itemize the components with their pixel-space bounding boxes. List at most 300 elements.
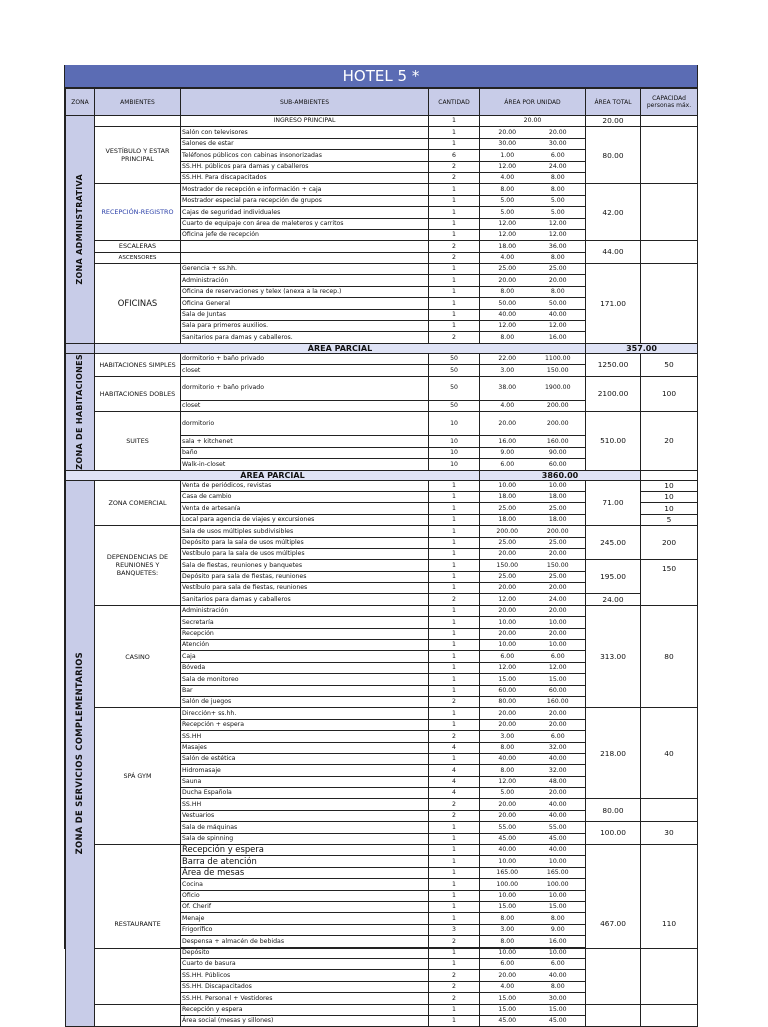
area-unidad: 4.00 8.00 [480,981,586,992]
capacidad: 10 [641,491,698,502]
cantidad: 1 [429,719,480,730]
sub-ambiente: Despensa + almacén de bebidas [181,936,429,947]
sub-ambiente: Frigorífico [181,924,429,935]
area-unidad: 22.00 1100.00 [480,353,586,364]
area-unidad: 150.00 150.00 [480,560,586,571]
sub-ambiente: Sala para primeros auxilios. [181,321,429,332]
ambiente-label: HABITACIONES SIMPLES [95,353,181,376]
ambiente-label: HABITACIONES DOBLES [95,376,181,412]
area-total: 195.00 [586,560,641,594]
sub-ambiente: dormitorio + baño privado [181,353,429,364]
cantidad: 1 [429,902,480,913]
area-total: 24.00 [586,594,641,605]
area-unidad: 6.00 6.00 [480,651,586,662]
area-unidad: 3.00 6.00 [480,731,586,742]
column-header: SUB-AMBIENTES [181,89,429,116]
cantidad: 1 [429,229,480,240]
cantidad: 4 [429,742,480,753]
ambiente-label: VESTÍBULO Y ESTAR PRINCIPAL [95,127,181,184]
table-row [66,184,698,195]
cantidad: 1 [429,491,480,502]
sub-ambiente: Gerencia + ss.hh. [181,264,429,275]
capacidad [641,264,698,344]
ambiente-label: ZONA COMERCIAL [95,480,181,526]
area-total: 42.00 [586,184,641,241]
column-header: ÁREA TOTAL [586,89,641,116]
sub-ambiente: Sala de máquinas [181,822,429,833]
sub-ambiente: Salón de estética [181,753,429,764]
cantidad: 1 [429,127,480,138]
cantidad: 1 [429,480,480,491]
cantidad: 50 [429,400,480,411]
sub-ambiente: Depósito [181,947,429,958]
area-total: 313.00 [586,605,641,708]
area-unidad: 4.00 8.00 [480,172,586,183]
area-unidad: 15.00 15.00 [480,674,586,685]
cantidad: 2 [429,332,480,343]
area-total: 1250.00 [586,353,641,376]
cantidad: 1 [429,275,480,286]
sub-ambiente [181,252,429,263]
area-unidad: 20.00 20.00 [480,583,586,594]
table-row [66,845,698,856]
cantidad: 3 [429,924,480,935]
area-unidad: 12.00 12.00 [480,229,586,240]
area-unidad: 165.00 165.00 [480,867,586,878]
area-unidad: 20.00 40.00 [480,970,586,981]
cantidad: 2 [429,970,480,981]
sub-ambiente: dormitorio [181,412,429,436]
cantidad: 1 [429,958,480,969]
cantidad: 1 [429,708,480,719]
cantidad: 1 [429,286,480,297]
sheet-title: HOTEL 5 * [65,65,697,88]
area-total: 171.00 [586,264,641,344]
sub-ambiente: Recepción y espera [181,845,429,856]
cantidad: 1 [429,856,480,867]
cantidad: 1 [429,309,480,320]
capacidad: 50 [641,353,698,376]
table-row [66,480,698,491]
cantidad: 2 [429,936,480,947]
table-row [66,264,698,275]
area-parcial-label: ÁREA PARCIAL [95,343,586,353]
sub-ambiente: Ducha Española [181,788,429,799]
sub-ambiente: Of. Cherif [181,902,429,913]
sub-ambiente: Menaje [181,913,429,924]
cantidad: 1 [429,298,480,309]
area-parcial-total: 357.00 [586,343,698,353]
sub-ambiente: Secretaría [181,617,429,628]
area-unidad: 4.00 200.00 [480,400,586,411]
cantidad: 4 [429,765,480,776]
area-unidad: 100.00 100.00 [480,879,586,890]
sub-ambiente: SS.HH. Para discapacitados [181,172,429,183]
capacidad: 10 [641,480,698,491]
area-unidad: 10.00 10.00 [480,617,586,628]
area-total: 467.00 [586,845,641,1004]
area-unidad: 20.00 40.00 [480,799,586,810]
area-unidad: 200.00 200.00 [480,526,586,537]
area-unidad: 15.00 15.00 [480,902,586,913]
cantidad: 1 [429,879,480,890]
sub-ambiente: Dirección+ ss.hh. [181,708,429,719]
cantidad: 1 [429,583,480,594]
area-unidad: 12.00 24.00 [480,161,586,172]
area-unidad: 8.00 32.00 [480,742,586,753]
area-unidad: 10.00 10.00 [480,947,586,958]
ambiente-label: CASINO [95,605,181,708]
ambiente-label: SUITES [95,412,181,470]
sub-ambiente: Oficio [181,890,429,901]
area-unidad: 40.00 40.00 [480,753,586,764]
sub-ambiente: Walk-in-closet [181,459,429,470]
table-row [66,241,698,252]
area-unidad: 20.00 [480,116,586,127]
cantidad: 1 [429,833,480,844]
cantidad: 1 [429,753,480,764]
cantidad: 1 [429,548,480,559]
table-row [66,605,698,616]
cantidad: 2 [429,594,480,605]
capacidad: 5 [641,514,698,525]
cantidad: 1 [429,116,480,127]
cantidad: 1 [429,845,480,856]
area-unidad: 18.00 18.00 [480,514,586,525]
sub-ambiente: Bar [181,685,429,696]
capacidad [641,241,698,264]
ambiente-label: ESCALERAS [95,241,181,252]
area-unidad: 15.00 15.00 [480,1004,586,1015]
area-unidad: 12.00 24.00 [480,594,586,605]
capacidad: 80 [641,605,698,708]
area-unidad: 3.00 150.00 [480,365,586,376]
cantidad: 2 [429,731,480,742]
area-unidad: 8.00 8.00 [480,913,586,924]
area-unidad: 10.00 10.00 [480,480,586,491]
area-unidad: 5.00 5.00 [480,195,586,206]
capacidad: 20 [641,412,698,470]
capacidad [641,127,698,184]
cantidad: 1 [429,617,480,628]
table-row [66,116,698,127]
sub-ambiente: Vestíbulo para sala de fiestas, reuniones [181,583,429,594]
sub-ambiente: SS.HH. públicos para damas y caballeros [181,161,429,172]
area-unidad: 20.00 20.00 [480,605,586,616]
area-unidad: 8.00 8.00 [480,184,586,195]
area-parcial-total: 3860.00 [480,470,641,480]
area-unidad: 25.00 25.00 [480,503,586,514]
area-unidad: 12.00 12.00 [480,218,586,229]
cantidad: 1 [429,195,480,206]
sub-ambiente: Recepción y espera [181,1004,429,1015]
zone-label [66,343,95,353]
cantidad: 2 [429,241,480,252]
sub-ambiente: Mostrador de recepción e información + caja [181,184,429,195]
zone-label: ZONA DE SERVICIOS COMPLEMENTARIOS [66,480,95,1027]
area-total: 100.00 [586,822,641,845]
sub-ambiente: Cuarto de basura [181,958,429,969]
area-unidad: 10.00 10.00 [480,640,586,651]
area-unidad: 20.00 40.00 [480,810,586,821]
cantidad: 10 [429,459,480,470]
sub-ambiente: Depósito para sala de fiestas, reuniones [181,571,429,582]
sub-ambiente: INGRESO PRINCIPAL [181,116,429,127]
cantidad: 10 [429,412,480,436]
sub-ambiente: Recepción + espera [181,719,429,730]
ambiente-label: DEPENDENCIAS DE REUNIONES Y BANQUETES: [95,526,181,606]
sub-ambiente: Sala de spinning [181,833,429,844]
cantidad: 1 [429,685,480,696]
zone-label: ZONA DE HABITACIONES [66,353,95,470]
sub-ambiente [181,241,429,252]
cantidad: 1 [429,1015,480,1026]
area-unidad: 20.00 20.00 [480,127,586,138]
area-unidad: 3.00 9.00 [480,924,586,935]
sub-ambiente: Sanitarios para damas y caballeros [181,594,429,605]
sub-ambiente: Venta de artesanía [181,503,429,514]
cantidad: 2 [429,696,480,707]
ambiente-cell [95,116,181,127]
area-unidad: 20.00 20.00 [480,628,586,639]
capacidad [641,184,698,241]
area-unidad: 8.00 16.00 [480,332,586,343]
area-unidad: 20.00 20.00 [480,275,586,286]
column-header: CAPACIDAd personas máx. [641,89,698,116]
cantidad: 1 [429,822,480,833]
cantidad: 2 [429,993,480,1004]
area-unidad: 6.00 60.00 [480,459,586,470]
sub-ambiente: Área social (mesas y sillones) [181,1015,429,1026]
area-unidad: 5.00 20.00 [480,788,586,799]
area-unidad: 10.00 10.00 [480,890,586,901]
sub-ambiente: Casa de cambio [181,491,429,502]
cantidad: 1 [429,138,480,149]
area-unidad: 38.00 1900.00 [480,376,586,400]
sub-ambiente: Administración [181,605,429,616]
capacidad: 40 [641,708,698,799]
sub-ambiente: closet [181,400,429,411]
capacidad: 30 [641,822,698,845]
sub-ambiente: Local para agencia de viajes y excursiones [181,514,429,525]
cantidad: 1 [429,218,480,229]
sub-ambiente: Cajas de seguridad individuales [181,207,429,218]
area-unidad: 55.00 55.00 [480,822,586,833]
cantidad: 50 [429,353,480,364]
area-unidad: 18.00 36.00 [480,241,586,252]
ambiente-label [95,1004,181,1027]
capacidad: 100 [641,376,698,412]
cantidad: 1 [429,207,480,218]
sub-ambiente: Sala de usos múltiples subdivisibles [181,526,429,537]
cantidad: 2 [429,799,480,810]
capacidad [641,116,698,127]
cantidad: 50 [429,365,480,376]
table-row [66,343,698,353]
table-row [66,708,698,719]
area-unidad: 1.00 6.00 [480,150,586,161]
capacidad: 10 [641,503,698,514]
area-unidad: 18.00 18.00 [480,491,586,502]
table-row [66,526,698,537]
sub-ambiente: sala + kitchenet [181,436,429,447]
cantidad: 1 [429,913,480,924]
table-row [66,470,698,480]
sub-ambiente: dormitorio + baño privado [181,376,429,400]
area-total: 80.00 [586,127,641,184]
area-total [586,1004,641,1027]
sub-ambiente: SS.HH. Discapacitados [181,981,429,992]
sub-ambiente: Mostrador especial para recepción de grupos [181,195,429,206]
capacidad: 200 [641,526,698,560]
cantidad: 2 [429,252,480,263]
cantidad: 1 [429,640,480,651]
sub-ambiente: Salón con televisores [181,127,429,138]
capacidad: 150 [641,560,698,606]
table-row [66,412,698,436]
area-unidad: 12.00 12.00 [480,662,586,673]
cantidad: 1 [429,947,480,958]
spreadsheet [64,65,698,1025]
area-unidad: 16.00 160.00 [480,436,586,447]
area-total: 80.00 [586,799,641,822]
area-parcial-label: ÁREA PARCIAL [66,470,480,480]
cantidad: 1 [429,560,480,571]
column-header: CANTIDAD [429,89,480,116]
cantidad: 10 [429,447,480,458]
zone-label: ZONA ADMINISTRATIVA [66,116,95,344]
sub-ambiente: Sanitarios para damas y caballeros. [181,332,429,343]
area-unidad: 60.00 60.00 [480,685,586,696]
sub-ambiente: Venta de periódicos, revistas [181,480,429,491]
sub-ambiente: Sauna [181,776,429,787]
sub-ambiente: SS.HH [181,799,429,810]
column-header: AMBIENTES [95,89,181,116]
area-unidad: 6.00 6.00 [480,958,586,969]
sub-ambiente: Oficina jefe de recepción [181,229,429,240]
sub-ambiente: Sala de monitoreo [181,674,429,685]
sub-ambiente: Oficina General [181,298,429,309]
cantidad: 1 [429,321,480,332]
area-unidad: 20.00 20.00 [480,708,586,719]
sub-ambiente: Depósito para la sala de usos múltiples [181,537,429,548]
table-row [66,89,698,116]
cantidad: 2 [429,810,480,821]
sub-ambiente: SS.HH [181,731,429,742]
area-total: 2100.00 [586,376,641,412]
area-total: 510.00 [586,412,641,470]
sub-ambiente: Recepción [181,628,429,639]
cantidad: 1 [429,628,480,639]
cantidad: 1 [429,605,480,616]
sub-ambiente: Área de mesas [181,867,429,878]
sub-ambiente: Masajes [181,742,429,753]
sub-ambiente: SS.HH. Personal + Vestidores [181,993,429,1004]
sub-ambiente: Caja [181,651,429,662]
ambiente-label: RESTAURANTE [95,845,181,1004]
cantidad: 1 [429,662,480,673]
sub-ambiente: Cuarto de equipaje con área de maleteros y carritos [181,218,429,229]
area-total: 44.00 [586,241,641,264]
sub-ambiente: Salones de estar [181,138,429,149]
cantidad: 1 [429,526,480,537]
area-table [65,88,698,1027]
area-unidad: 20.00 20.00 [480,548,586,559]
sub-ambiente: SS.HH. Públicos [181,970,429,981]
cantidad: 1 [429,264,480,275]
sub-ambiente: closet [181,365,429,376]
area-unidad: 15.00 30.00 [480,993,586,1004]
sub-ambiente: Oficina de reservaciones y telex (anexa a la recep.) [181,286,429,297]
area-unidad: 30.00 30.00 [480,138,586,149]
area-total: 20.00 [586,116,641,127]
cantidad: 1 [429,514,480,525]
area-unidad: 25.00 25.00 [480,537,586,548]
sub-ambiente: baño [181,447,429,458]
table-row [66,376,698,400]
sub-ambiente: Vestíbulo para la sala de usos múltiples [181,548,429,559]
cantidad: 1 [429,537,480,548]
cantidad: 1 [429,674,480,685]
cantidad: 10 [429,436,480,447]
area-unidad: 10.00 10.00 [480,856,586,867]
cantidad: 1 [429,1004,480,1015]
area-total: 218.00 [586,708,641,799]
cantidad: 2 [429,172,480,183]
area-unidad: 45.00 45.00 [480,833,586,844]
sub-ambiente: Cocina [181,879,429,890]
cantidad: 4 [429,788,480,799]
column-header: ÁREA POR UNIDAD [480,89,586,116]
cantidad: 1 [429,503,480,514]
table-row [66,127,698,138]
sub-ambiente: Barra de atención [181,856,429,867]
table-row [66,353,698,364]
cantidad: 1 [429,867,480,878]
area-unidad: 8.00 32.00 [480,765,586,776]
area-unidad: 40.00 40.00 [480,845,586,856]
ambiente-label: SPÁ GYM [95,708,181,845]
capacidad: 110 [641,845,698,1004]
area-unidad: 25.00 25.00 [480,264,586,275]
sub-ambiente: Bóveda [181,662,429,673]
sub-ambiente: Administración [181,275,429,286]
capacidad [641,1004,698,1027]
cantidad: 1 [429,571,480,582]
cantidad: 50 [429,376,480,400]
cantidad: 4 [429,776,480,787]
ambiente-label: OFICINAS [95,264,181,344]
sub-ambiente: Hidromasaje [181,765,429,776]
cantidad: 2 [429,981,480,992]
area-unidad: 12.00 48.00 [480,776,586,787]
sub-ambiente: Salón de juegos [181,696,429,707]
capacidad [641,799,698,822]
area-unidad: 20.00 20.00 [480,719,586,730]
cantidad: 1 [429,651,480,662]
area-unidad: 20.00 200.00 [480,412,586,436]
column-header: ZONA [66,89,95,116]
cantidad: 1 [429,890,480,901]
area-total: 71.00 [586,480,641,526]
sub-ambiente: Teléfonos públicos con cabinas insonorizadas [181,150,429,161]
area-unidad: 45.00 45.00 [480,1015,586,1026]
area-unidad: 9.00 90.00 [480,447,586,458]
area-unidad: 80.00 160.00 [480,696,586,707]
cantidad: 2 [429,161,480,172]
sub-ambiente: Sala de fiestas, reuniones y banquetes [181,560,429,571]
area-unidad: 50.00 50.00 [480,298,586,309]
